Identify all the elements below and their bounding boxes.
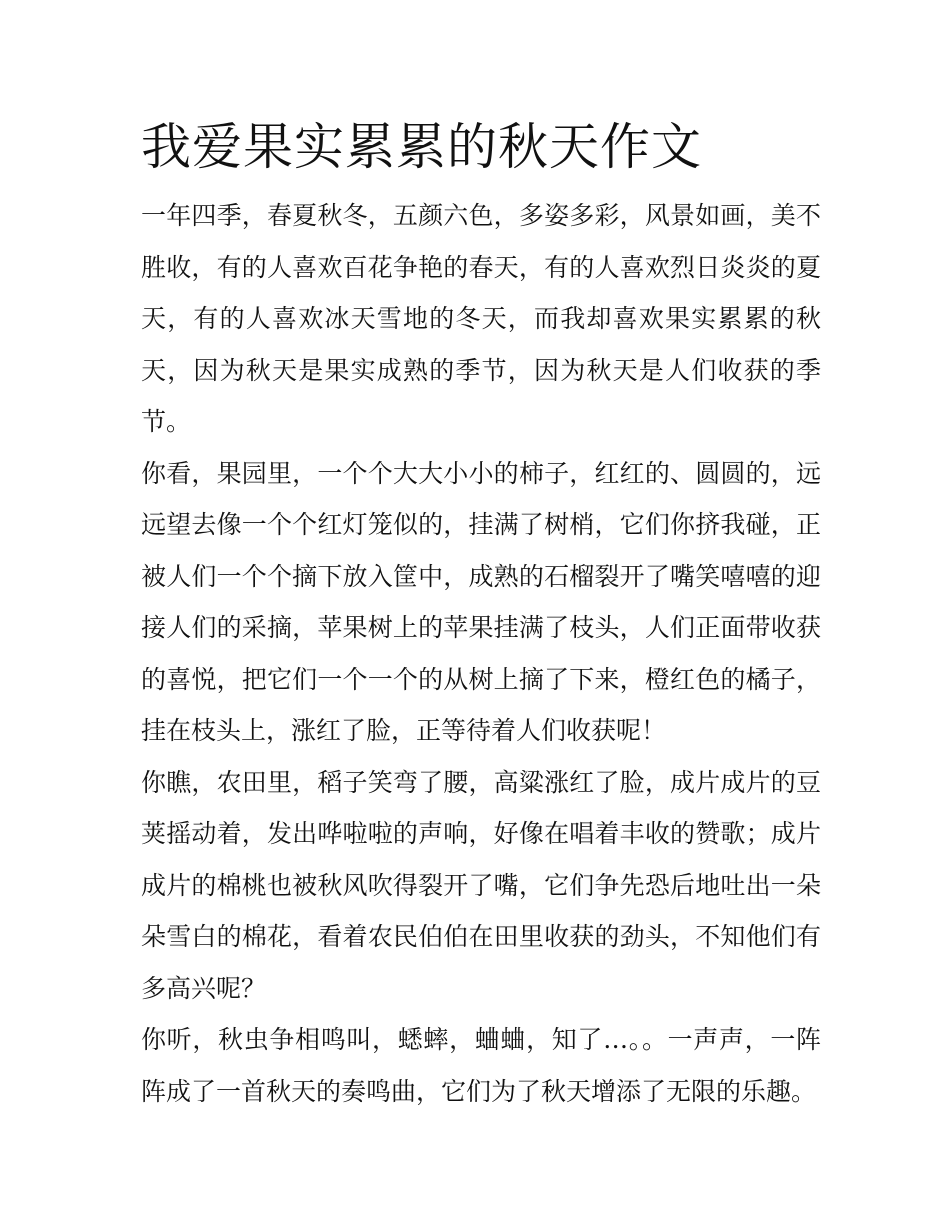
document-page	[141, 112, 821, 1117]
paragraph-orchard: 你看，果园里，一个个大大小小的柿子，红红的、圆圆的，远远望去像一个个红灯笼似的，挂满了树梢，它们你挤我碰，正被人们一个个摘下放入筐中，成熟的石榴裂开了嘴笑嘻嘻的迎接人们的采摘，苹果树上的苹果挂满了枝头，人们正面带收获的喜悦，把它们一个一个的从树上摘了下来，橙红色的橘子，挂在枝头上，涨红了脸，正等待着人们收获呢！	[141, 458, 821, 745]
paragraph-farmland: 你瞧，农田里，稻子笑弯了腰，高粱涨红了脸，成片成片的豆荚摇动着，发出哗啦啦的声响，好像在唱着丰收的赞歌；成片成片的棉桃也被秋风吹得裂开了嘴，它们争先恐后地吐出一朵朵雪白的棉花，看着农民伯伯在田里收获的劲头，不知他们有多高兴呢？	[141, 767, 821, 1003]
paragraph-insects: 你听，秋虫争相鸣叫，蟋蟀，蛐蛐，知了…。。一声声，一阵阵成了一首秋天的奏鸣曲，它们为了秋天增添了无限的乐趣。	[141, 1025, 821, 1106]
document-title: 我爱果实累累的秋天作文	[141, 118, 702, 176]
paragraph-intro: 一年四季，春夏秋冬，五颜六色，多姿多彩，风景如画，美不胜收，有的人喜欢百花争艳的春天，有的人喜欢烈日炎炎的夏天，有的人喜欢冰天雪地的冬天，而我却喜欢果实累累的秋天，因为秋天是果实成熟的季节，因为秋天是人们收获的季节。	[141, 201, 821, 436]
